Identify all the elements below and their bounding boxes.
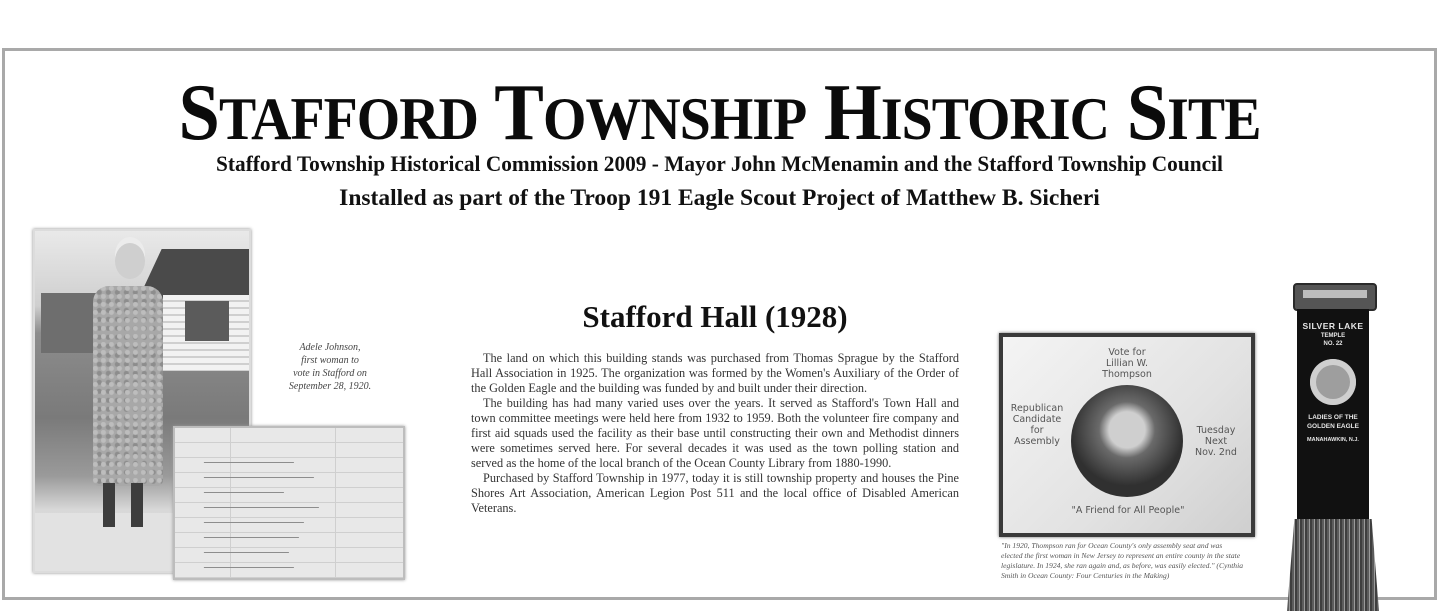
ledger-entry (204, 501, 322, 508)
sign-title (55, 69, 1384, 159)
ribbon-fringe (1287, 519, 1379, 611)
photo-woman-dress (93, 286, 163, 486)
ledger-entry (204, 531, 302, 538)
ledger-entry (204, 516, 307, 523)
ribbon-text: LADIES OF THE GOLDEN EAGLE (1306, 414, 1359, 430)
poster-bottom-text: "A Friend for All People" (1071, 505, 1185, 516)
ledger-entry (204, 561, 297, 568)
history-text (471, 351, 959, 516)
ledger-entry (204, 546, 292, 553)
section-heading: Stafford Hall (1928) (582, 299, 848, 334)
poster-top-text: Vote for Lillian W. Thompson (1102, 347, 1152, 380)
caption-line: September 28, 1920. (288, 381, 372, 392)
title-word-1: STAFFORD (178, 69, 478, 157)
eagle-medal-icon (1310, 359, 1356, 405)
paragraph-1: The land on which this building stands was purchased from Thomas Sprague by the Stafford Hall Association in 1925. The organization was formed by the Women's Auxiliary of the Order of the Golden Eagle and the building was funded by and built under their direction. (471, 351, 959, 395)
ribbon-text: NO. 22 (1323, 341, 1343, 347)
ledger-entry (204, 456, 297, 463)
ribbon-text: SILVER LAKE (1302, 321, 1364, 331)
golden-eagle-ribbon (1297, 309, 1369, 521)
ledger-entry (204, 471, 317, 478)
title-word-4: SITE (1126, 69, 1261, 157)
poster-right-text: Tuesday Next Nov. 2nd (1195, 425, 1237, 458)
caption-line: Adele Johnson, (299, 342, 361, 353)
voter-ledger-image (173, 426, 405, 580)
ribbon-text: TEMPLE (1320, 333, 1346, 339)
photo-porch (185, 301, 229, 341)
caption-line: vote in Stafford on (293, 368, 367, 379)
ribbon-text: MANAHAWKIN, N.J. (1307, 437, 1359, 443)
photo-woman-head (115, 243, 145, 279)
historic-sign-panel (2, 48, 1437, 600)
thompson-portrait (1071, 385, 1183, 497)
subtitle-commission: Stafford Township Historical Commission 2009 - Mayor John McMenamin and the Stafford Township Council (216, 151, 1223, 176)
photo-woman-legs (103, 483, 147, 527)
thompson-campaign-poster (999, 333, 1255, 537)
title-word-3: HISTORIC (823, 69, 1110, 157)
paragraph-3: Purchased by Stafford Township in 1977, today it is still township property and houses the Pine Shores Art Association, American Legion Post 511 and the local office of Disabled American Veterans. (471, 471, 959, 515)
title-word-2: TOWNSHIP (494, 69, 807, 157)
thompson-caption: "In 1920, Thompson ran for Ocean County's only assembly seat and was elected the first woman in New Jersey to represent an entire county in the state legislature. In 1924, she ran again and, as before, was easily elected." (Cynthia Smith in Ocean County: Four Centuries in the Making) (1001, 541, 1244, 580)
subtitle-eagle-scout: Installed as part of the Troop 191 Eagle Scout Project of Matthew B. Sicheri (339, 185, 1100, 211)
ledger-entry (204, 486, 287, 493)
ribbon-pin-bar (1293, 283, 1377, 311)
adele-johnson-caption (260, 341, 400, 393)
caption-line: first woman to (301, 355, 359, 366)
paragraph-2: The building has had many varied uses over the years. It served as Stafford's Town Hall and town committee meetings were held here from 1932 to 1959. Both the volunteer fire company and first aid squads used the facility as their base until constructing their own and Methodist dinners were sometimes served here. For several decades it was used as the town polling station and served as the home of the local branch of the Ocean County Library from 1880-1990. (471, 396, 959, 470)
poster-left-text: Republican Candidate for Assembly (1010, 403, 1064, 447)
